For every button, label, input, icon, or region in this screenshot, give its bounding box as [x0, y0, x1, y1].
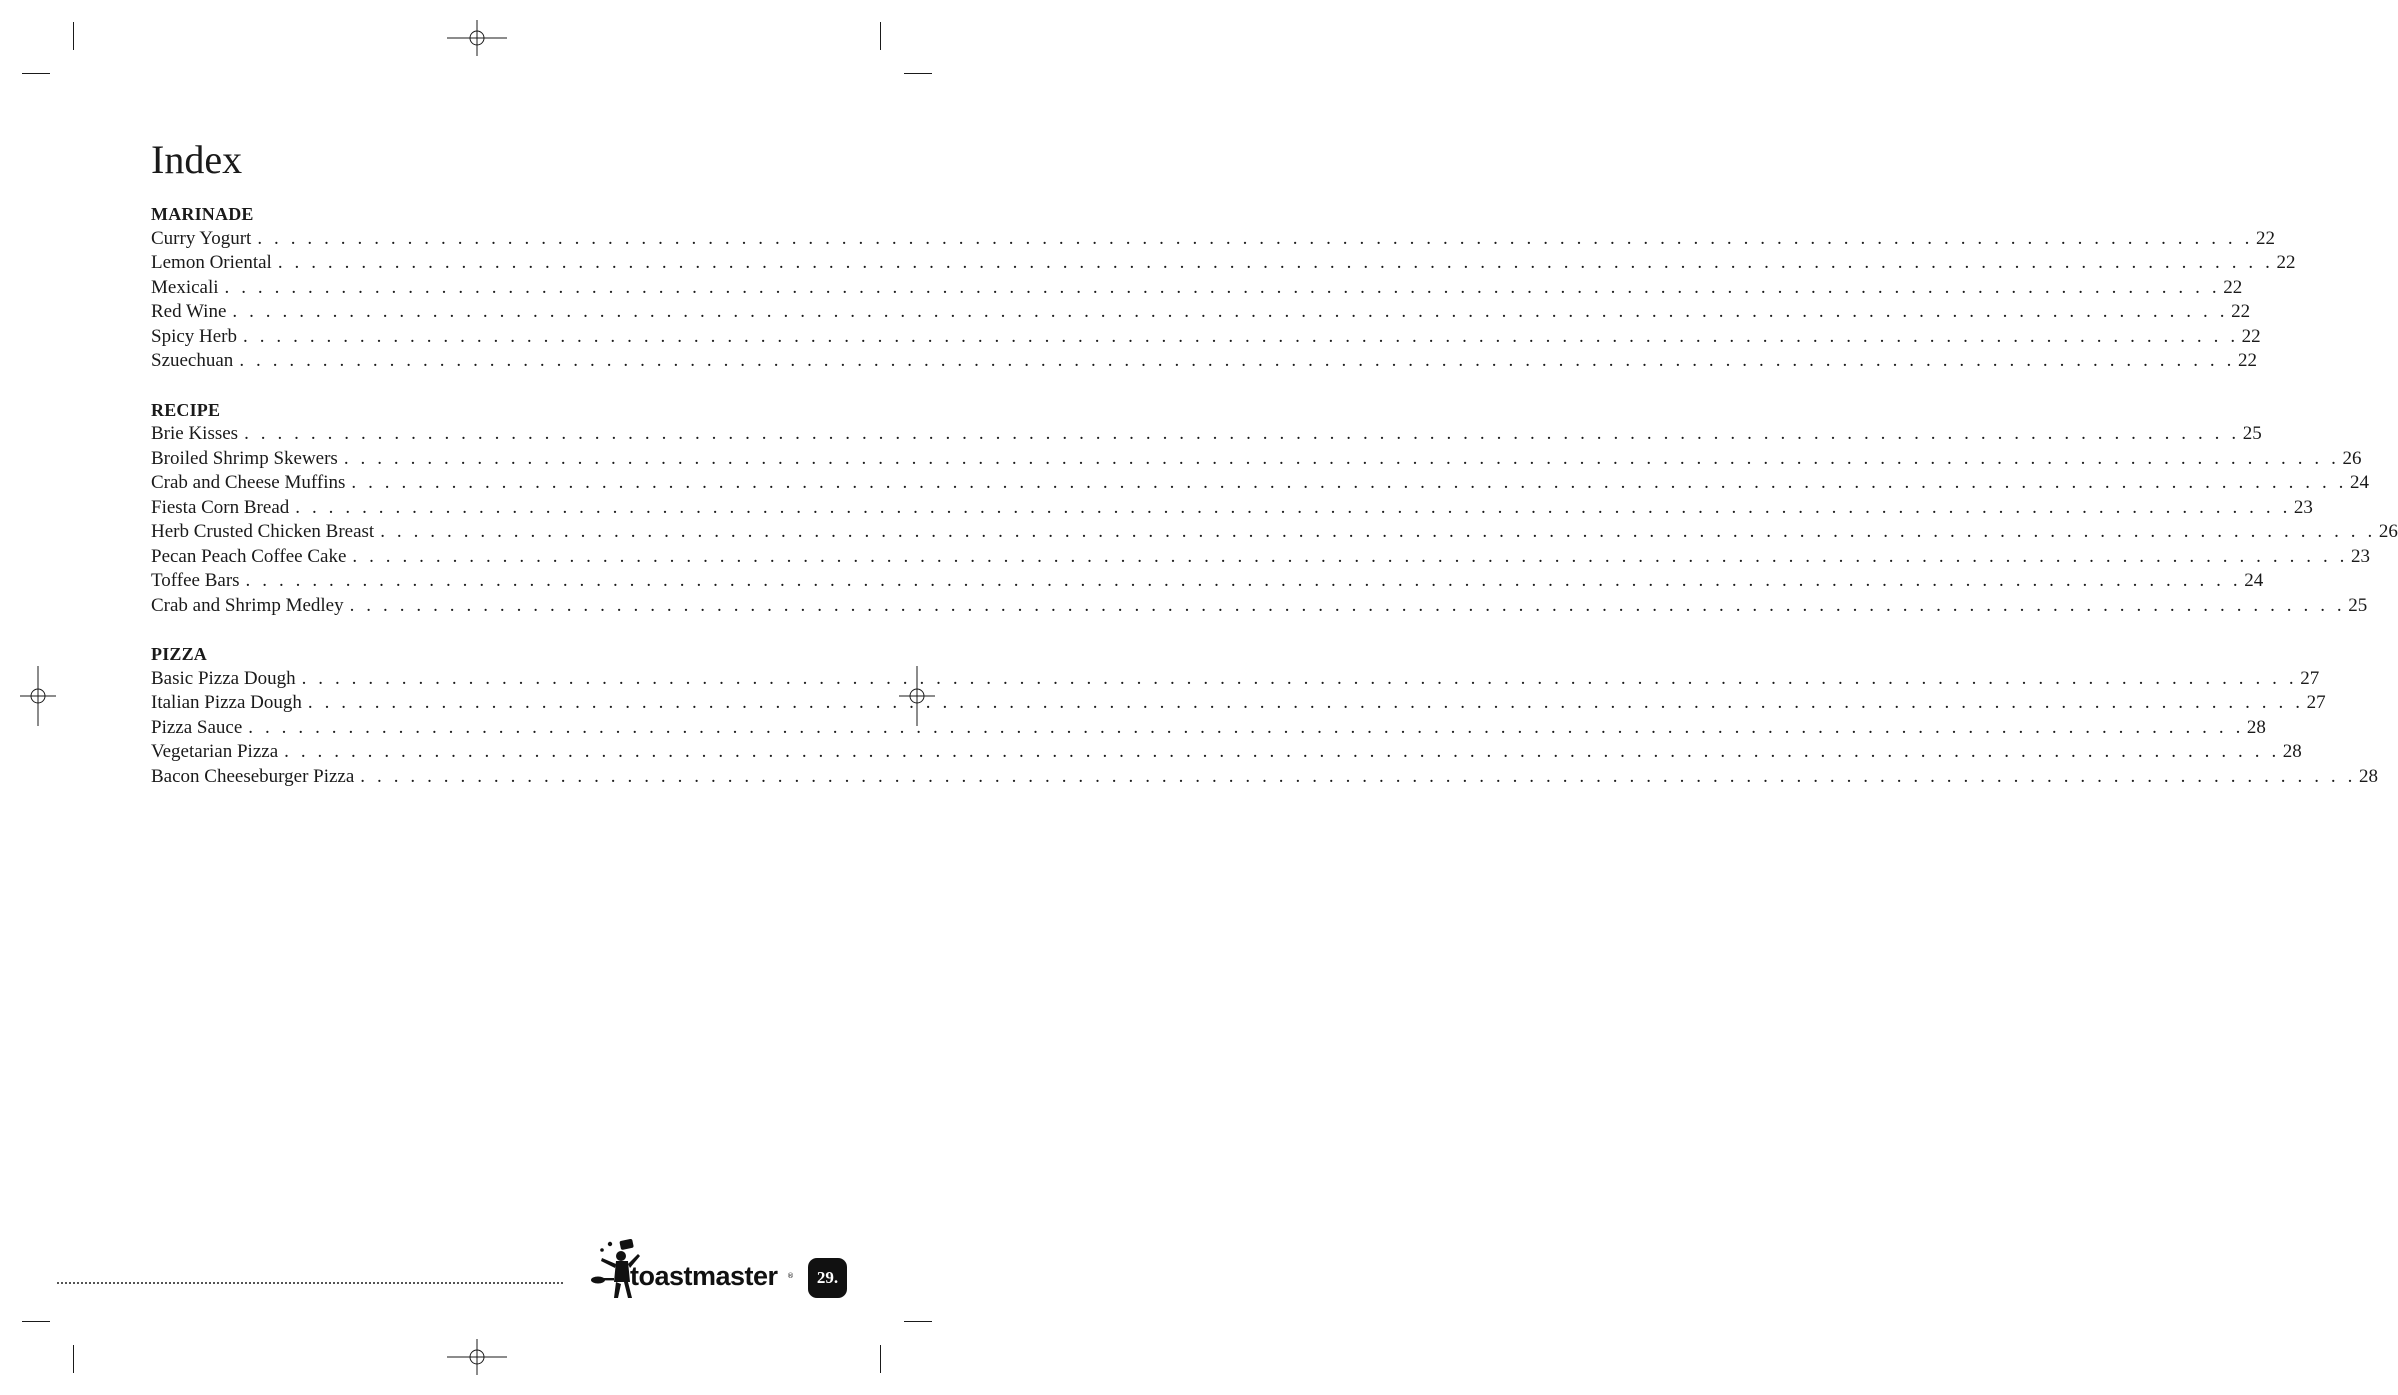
index-entry [151, 667, 2320, 692]
entry-label: Pizza Sauce [151, 716, 243, 738]
index-entry [151, 520, 2398, 545]
entry-label: Curry Yogurt [151, 227, 252, 249]
page-title: Index [151, 137, 243, 182]
registration-mark-icon [18, 666, 58, 726]
dot-leader: . . . . . . . . . . . . . . . . . . . . . . . . . . . . . . . . . . . . . . . . . . . . . . . . . . . . . . . . . . . . . . . . . . . . . . . . . . . . . . . . . . . . . . . . . . . . . . . . . . . . . . . . . . . . . . . . . . . . . . . . [277, 252, 2274, 273]
index-entry [151, 349, 2257, 374]
index-entry [151, 716, 2266, 741]
dot-leader: . . . . . . . . . . . . . . . . . . . . . . . . . . . . . . . . . . . . . . . . . . . . . . . . . . . . . . . . . . . . . . . . . . . . . . . . . . . . . . . . . . . . . . . . . . . . . . . . . . . . . . . . . . . . . . . . . . . . . . . . [243, 325, 2239, 347]
entry-label: Szuechuan [151, 350, 234, 371]
entry-page-number: 27 [2306, 692, 2326, 713]
registration-mark-icon [447, 18, 507, 58]
index-entry [151, 569, 2264, 594]
entry-page-number: 26 [2342, 447, 2362, 469]
crop-mark [22, 1321, 50, 1322]
entry-page-number: 22 [2241, 325, 2261, 347]
index-entry [151, 276, 2243, 301]
crop-mark [73, 22, 74, 50]
entry-page-number: 22 [2276, 252, 2296, 273]
entry-page-number: 22 [2255, 227, 2275, 249]
index-entry [151, 447, 2362, 472]
entry-label: Lemon Oriental [151, 252, 272, 273]
dot-leader: . . . . . . . . . . . . . . . . . . . . . . . . . . . . . . . . . . . . . . . . . . . . . . . . . . . . . . . . . . . . . . . . . . . . . . . . . . . . . . . . . . . . . . . . . . . . . . . . . . . . . . . . . . . . . . . . . . . . . . . . [284, 741, 2280, 762]
index-entry [151, 422, 2262, 447]
brand-logo-text: toastmaster [630, 1261, 778, 1291]
dot-leader: . . . . . . . . . . . . . . . . . . . . . . . . . . . . . . . . . . . . . . . . . . . . . . . . . . . . . . . . . . . . . . . . . . . . . . . . . . . . . . . . . . . . . . . . . . . . . . . . . . . . . . . . . . . . . . . . . . . . . . . . [257, 227, 2253, 249]
index-entry [151, 691, 2326, 716]
page-number-badge: 29. [808, 1258, 847, 1298]
crop-mark [880, 1345, 881, 1373]
dot-leader: . . . . . . . . . . . . . . . . . . . . . . . . . . . . . . . . . . . . . . . . . . . . . . . . . . . . . . . . . . . . . . . . . . . . . . . . . . . . . . . . . . . . . . . . . . . . . . . . . . . . . . . . . . . . . . . . . . . . . . . . [352, 545, 2349, 567]
entry-label: Vegetarian Pizza [151, 741, 279, 762]
entry-page-number: 25 [2242, 423, 2262, 444]
entry-page-number: 28 [2246, 716, 2266, 738]
entry-label: Crab and Shrimp Medley [151, 594, 344, 616]
entry-label: Spicy Herb [151, 325, 238, 347]
dot-leader: . . . . . . . . . . . . . . . . . . . . . . . . . . . . . . . . . . . . . . . . . . . . . . . . . . . . . . . . . . . . . . . . . . . . . . . . . . . . . . . . . . . . . . . . . . . . . . . . . . . . . . . . . . . . . . . . . . . . . . . . [239, 350, 2235, 371]
dot-leader: . . . . . . . . . . . . . . . . . . . . . . . . . . . . . . . . . . . . . . . . . . . . . . . . . . . . . . . . . . . . . . . . . . . . . . . . . . . . . . . . . . . . . . . . . . . . . . . . . . . . . . . . . . . . . . . . . . . . . . . . [301, 667, 2298, 689]
entry-label: Fiesta Corn Bread [151, 496, 290, 518]
entry-page-number: 22 [2237, 350, 2257, 371]
crop-mark [904, 1321, 932, 1322]
entry-page-number: 22 [2223, 276, 2243, 298]
dot-leader: . . . . . . . . . . . . . . . . . . . . . . . . . . . . . . . . . . . . . . . . . . . . . . . . . . . . . . . . . . . . . . . . . . . . . . . . . . . . . . . . . . . . . . . . . . . . . . . . . . . . . . . . . . . . . . . . . . . . . . . . [232, 301, 2229, 322]
dot-leader: . . . . . . . . . . . . . . . . . . . . . . . . . . . . . . . . . . . . . . . . . . . . . . . . . . . . . . . . . . . . . . . . . . . . . . . . . . . . . . . . . . . . . . . . . . . . . . . . . . . . . . . . . . . . . . . . . . . . . . . . [351, 472, 2348, 493]
entry-label: Italian Pizza Dough [151, 692, 302, 713]
crop-mark [904, 73, 932, 74]
entry-label: Mexicali [151, 276, 219, 298]
footer-dotted-rule [57, 1282, 563, 1284]
registered-mark: ® [787, 1272, 794, 1280]
entry-page-number: 23 [2293, 496, 2313, 518]
entry-label: Brie Kisses [151, 423, 239, 444]
index-entry [151, 325, 2261, 350]
registration-mark-icon [447, 1337, 507, 1377]
index-entry [151, 740, 2302, 765]
entry-page-number: 24 [2350, 472, 2370, 493]
entry-label: Crab and Cheese Muffins [151, 472, 346, 493]
section-heading: RECIPE [151, 399, 221, 420]
dot-leader: . . . . . . . . . . . . . . . . . . . . . . . . . . . . . . . . . . . . . . . . . . . . . . . . . . . . . . . . . . . . . . . . . . . . . . . . . . . . . . . . . . . . . . . . . . . . . . . . . . . . . . . . . . . . . . . . . . . . . . . . [343, 447, 2340, 469]
dot-leader: . . . . . . . . . . . . . . . . . . . . . . . . . . . . . . . . . . . . . . . . . . . . . . . . . . . . . . . . . . . . . . . . . . . . . . . . . . . . . . . . . . . . . . . . . . . . . . . . . . . . . . . . . . . . . . . . . . . . . . . . [248, 716, 2244, 738]
dot-leader: . . . . . . . . . . . . . . . . . . . . . . . . . . . . . . . . . . . . . . . . . . . . . . . . . . . . . . . . . . . . . . . . . . . . . . . . . . . . . . . . . . . . . . . . . . . . . . . . . . . . . . . . . . . . . . . . . . . . . . . . [295, 496, 2291, 518]
dot-leader: . . . . . . . . . . . . . . . . . . . . . . . . . . . . . . . . . . . . . . . . . . . . . . . . . . . . . . . . . . . . . . . . . . . . . . . . . . . . . . . . . . . . . . . . . . . . . . . . . . . . . . . . . . . . . . . . . . . . . . . . [245, 570, 2242, 591]
entry-label: Basic Pizza Dough [151, 667, 296, 689]
dot-leader: . . . . . . . . . . . . . . . . . . . . . . . . . . . . . . . . . . . . . . . . . . . . . . . . . . . . . . . . . . . . . . . . . . . . . . . . . . . . . . . . . . . . . . . . . . . . . . . . . . . . . . . . . . . . . . . . . . . . . . . . [244, 423, 2240, 444]
index-entry [151, 227, 2275, 252]
index-entry [151, 251, 2296, 276]
entry-page-number: 28 [2282, 741, 2302, 762]
dot-leader: . . . . . . . . . . . . . . . . . . . . . . . . . . . . . . . . . . . . . . . . . . . . . . . . . . . . . . . . . . . . . . . . . . . . . . . . . . . . . . . . . . . . . . . . . . . . . . . . . . . . . . . . . . . . . . . . . . . . . . . . [307, 692, 2304, 713]
crop-mark [22, 73, 50, 74]
entry-page-number: 28 [2358, 765, 2378, 787]
index-entry [151, 300, 2251, 325]
index-section [151, 202, 2296, 374]
entry-label: Pecan Peach Coffee Cake [151, 545, 347, 567]
entry-label: Herb Crusted Chicken Breast [151, 521, 375, 542]
entry-page-number: 25 [2348, 594, 2368, 616]
dot-leader: . . . . . . . . . . . . . . . . . . . . . . . . . . . . . . . . . . . . . . . . . . . . . . . . . . . . . . . . . . . . . . . . . . . . . . . . . . . . . . . . . . . . . . . . . . . . . . . . . . . . . . . . . . . . . . . . . . . . . . . . [380, 521, 2376, 542]
entry-label: Toffee Bars [151, 570, 240, 591]
index-entry [151, 765, 2378, 790]
crop-mark [880, 22, 881, 50]
dot-leader: . . . . . . . . . . . . . . . . . . . . . . . . . . . . . . . . . . . . . . . . . . . . . . . . . . . . . . . . . . . . . . . . . . . . . . . . . . . . . . . . . . . . . . . . . . . . . . . . . . . . . . . . . . . . . . . . . . . . . . . . [224, 276, 2221, 298]
dot-leader: . . . . . . . . . . . . . . . . . . . . . . . . . . . . . . . . . . . . . . . . . . . . . . . . . . . . . . . . . . . . . . . . . . . . . . . . . . . . . . . . . . . . . . . . . . . . . . . . . . . . . . . . . . . . . . . . . . . . . . . . [360, 765, 2356, 787]
index-section [151, 642, 2378, 789]
index-entry [151, 545, 2371, 570]
index-entry [151, 496, 2313, 521]
entry-label: Broiled Shrimp Skewers [151, 447, 338, 469]
entry-page-number: 24 [2244, 570, 2264, 591]
section-heading: PIZZA [151, 644, 208, 664]
index-entry [151, 594, 2368, 619]
crop-mark [73, 1345, 74, 1373]
entry-label: Red Wine [151, 301, 227, 322]
entry-page-number: 26 [2378, 521, 2398, 542]
index-entry [151, 471, 2370, 496]
index-list [151, 202, 2398, 813]
entry-label: Bacon Cheeseburger Pizza [151, 765, 355, 787]
entry-page-number: 22 [2231, 301, 2251, 322]
entry-page-number: 27 [2300, 667, 2320, 689]
entry-page-number: 23 [2351, 545, 2371, 567]
section-heading: MARINADE [151, 204, 254, 224]
index-section [151, 398, 2398, 619]
dot-leader: . . . . . . . . . . . . . . . . . . . . . . . . . . . . . . . . . . . . . . . . . . . . . . . . . . . . . . . . . . . . . . . . . . . . . . . . . . . . . . . . . . . . . . . . . . . . . . . . . . . . . . . . . . . . . . . . . . . . . . . . [349, 594, 2346, 616]
